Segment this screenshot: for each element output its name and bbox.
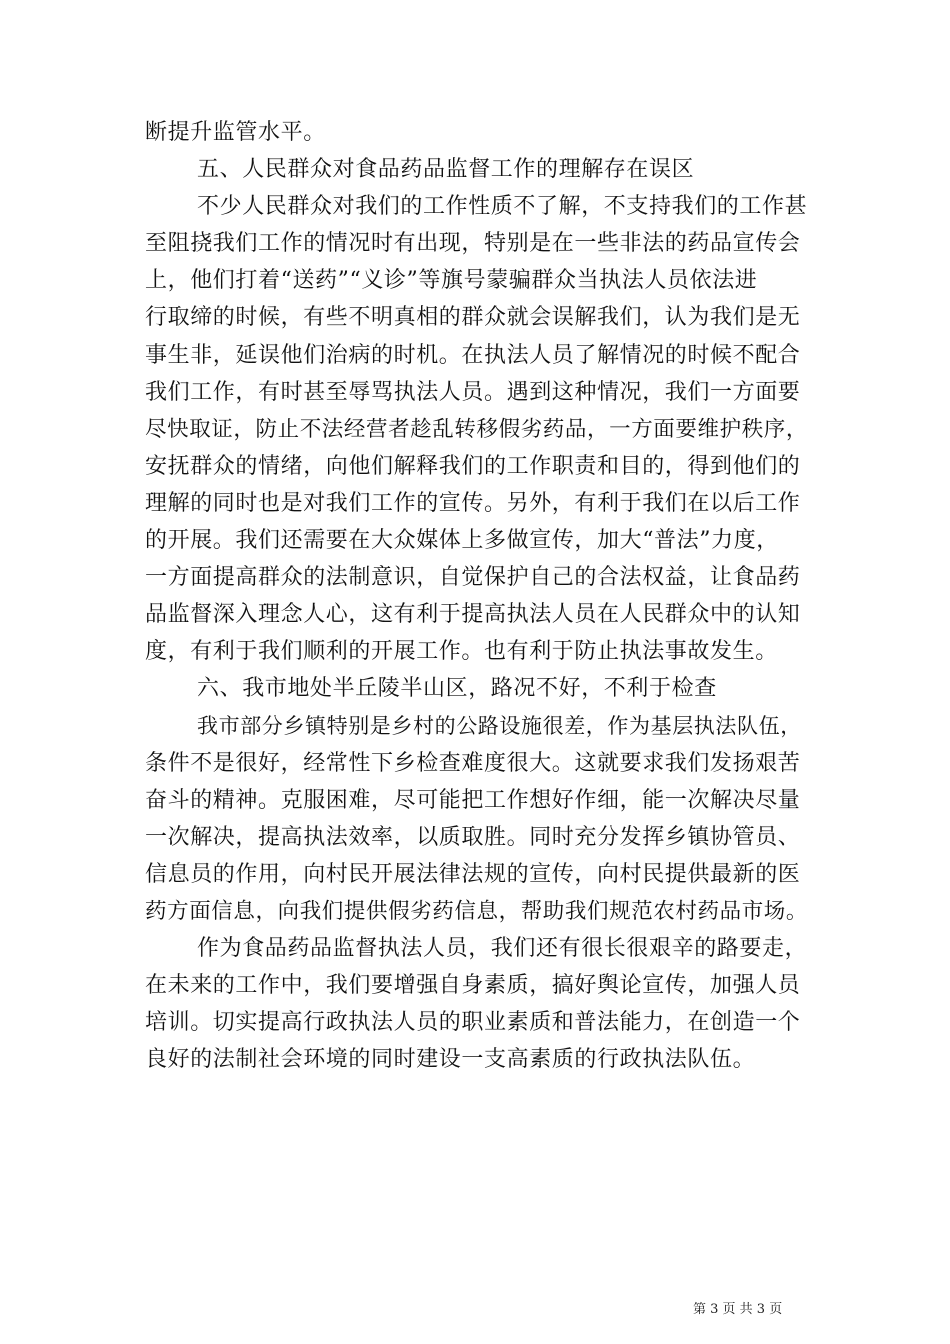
text-line: 不少人民群众对我们的工作性质不了解，不支持我们的工作甚 (197, 194, 808, 220)
text-line: 安抚群众的情绪，向他们解释我们的工作职责和目的，得到他们的 (145, 453, 801, 479)
text-line: 奋斗的精神。克服困难，尽可能把工作想好作细，能一次解决尽量 (145, 787, 801, 813)
text-line: 信息员的作用，向村民开展法律法规的宣传，向村民提供最新的医 (145, 861, 801, 887)
text-line: 上，他们打着“送药”“义诊”等旗号蒙骗群众当执法人员依法进 (145, 268, 758, 294)
text-line: 我市部分乡镇特别是乡村的公路设施很差，作为基层执法队伍， (197, 713, 802, 738)
text-line: 断提升监管水平。 (145, 120, 326, 145)
text-line: 六、我市地处半丘陵半山区，路况不好，不利于检查 (197, 676, 717, 702)
text-line: 药方面信息，向我们提供假劣药信息，帮助我们规范农村药品市场。 (145, 898, 809, 924)
text-line: 理解的同时也是对我们工作的宣传。另外，有利于我们在以后工作 (145, 490, 801, 516)
text-line: 一次解决，提高执法效率，以质取胜。同时充分发挥乡镇协管员、 (145, 824, 801, 850)
text-line: 至阻挠我们工作的情况时有出现，特别是在一些非法的药品宣传会 (145, 231, 801, 257)
text-line: 事生非，延误他们治病的时机。在执法人员了解情况的时候不配合 (145, 342, 801, 368)
text-line: 我们工作，有时甚至辱骂执法人员。遇到这种情况，我们一方面要 (145, 379, 801, 405)
document-body (145, 114, 815, 1078)
text-line: 作为食品药品监督执法人员，我们还有很长很艰辛的路要走， (197, 936, 808, 962)
text-line: 品监督深入理念人心，这有利于提高执法人员在人民群众中的认知 (145, 602, 801, 628)
text-line: 行取缔的时候，有些不明真相的群众就会误解我们，认为我们是无 (145, 305, 801, 331)
page-number-footer: 第 3 页 共 3 页 (693, 1302, 783, 1317)
text-line: 一方面提高群众的法制意识，自觉保护自己的合法权益，让食品药 (145, 565, 801, 591)
text-line: 在未来的工作中，我们要增强自身素质，搞好舆论宣传，加强人员 (145, 973, 801, 999)
text-line: 培训。切实提高行政执法人员的职业素质和普法能力，在创造一个 (145, 1010, 801, 1036)
text-line: 五、人民群众对食品药品监督工作的理解存在误区 (197, 157, 695, 183)
text-line: 的开展。我们还需要在大众媒体上多做宣传，加大“普法”力度， (145, 528, 779, 554)
text-line: 尽快取证，防止不法经营者趁乱转移假劣药品，一方面要维护秩序， (145, 416, 809, 442)
text-line: 良好的法制社会环境的同时建设一支高素质的行政执法队伍。 (145, 1047, 756, 1073)
text-line: 度，有利于我们顺利的开展工作。也有利于防止执法事故发生。 (145, 639, 778, 665)
text-line: 条件不是很好，经常性下乡检查难度很大。这就要求我们发扬艰苦 (145, 750, 801, 776)
